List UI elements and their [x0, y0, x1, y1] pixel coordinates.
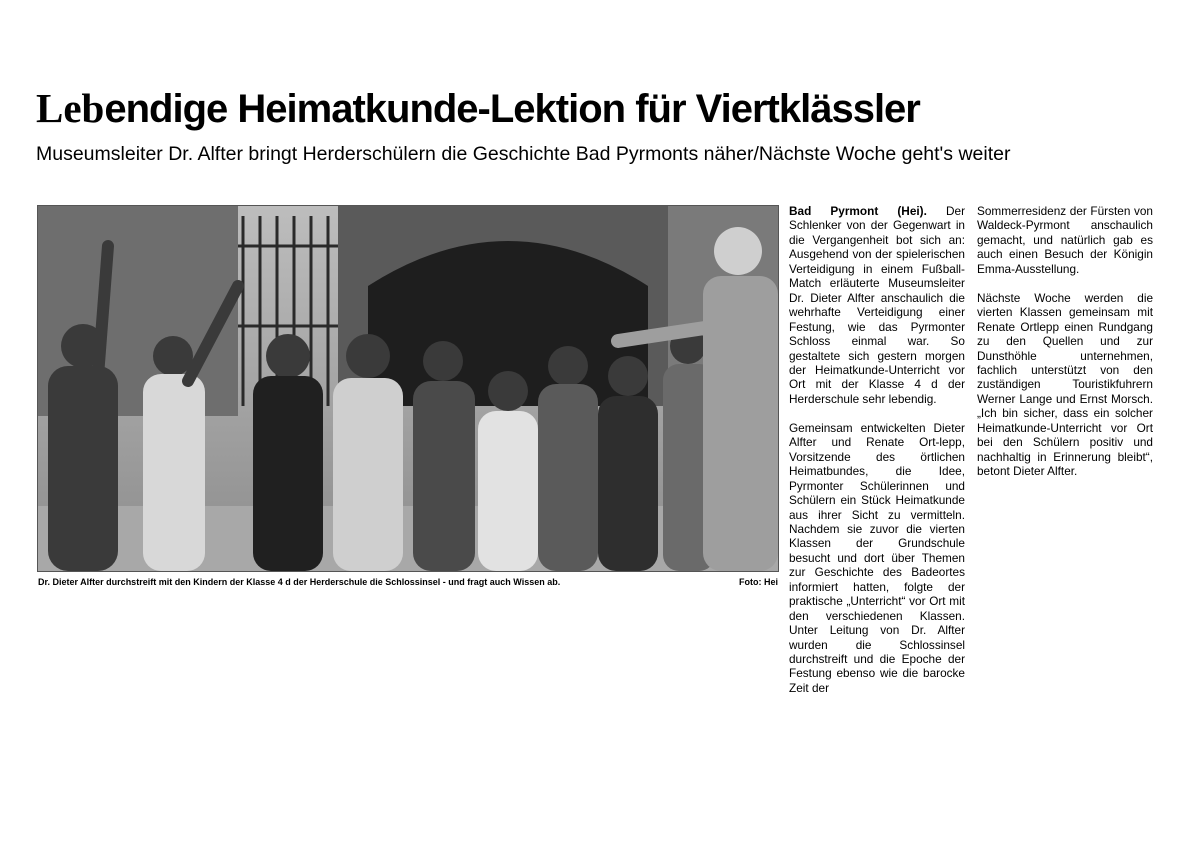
photo-caption-line	[38, 576, 778, 588]
headline-initial: Leb	[36, 85, 105, 131]
dateline: Bad Pyrmont (Hei).	[789, 204, 927, 218]
article-paragraph-2: Gemeinsam entwickelten Dieter Alfter und Renate Ort-lepp, Vorsitzende des örtlichen Heimatbundes, die Idee, Pyrmonter Schülerinnen und Schülern ein Stück Heimatkunde aus ihrer Sicht zu vermitteln. Nachdem sie zuvor die vierten Klassen der Grundschule besucht und dort über Themen zur Geschichte des Badeortes informiert hatten, folgte der praktische „Unterricht“ vor Ort mit den verschiedenen Klassen. Unter Leitung von Dr. Alfter wurden die Schlossinsel durchstreift und die Epoche der Festung ebenso wie die barocke Zeit der	[789, 420, 965, 695]
article-paragraph-3: Sommerresidenz der Fürsten von Waldeck-Pyrmont anschaulich gemacht, und natürlich gab es auch einen Besuch der Königin Emma-Ausstellung.	[977, 204, 1153, 276]
photo-caption: Dr. Dieter Alfter durchstreift mit den Kindern der Klasse 4 d der Herderschule die Schlossinsel - und fragt auch Wissen ab.	[38, 577, 561, 587]
photo-credit: Foto: Hei	[739, 577, 778, 587]
paragraph-1-text: Der Schlenker von der Gegenwart in die Vergangenheit bot sich an: Ausgehend von der spielerischen Verteidigung in einem Fußball-Match erläuterte Museumsleiter Dr. Dieter Alfter anschaulich die wehrhafte Verteidigung einer Festung, wie das Pyrmonter Schloss einmal war. So gestaltete sich gestern morgen der Heimatkunde-Unterricht vor Ort mit der Klasse 4 d der Herderschule sehr lebendig.	[789, 204, 965, 406]
article-photo	[37, 205, 779, 572]
article-paragraph-1	[789, 204, 965, 406]
subheadline: Museumsleiter Dr. Alfter bringt Herderschülern die Geschichte Bad Pyrmonts näher/Nächste Woche geht's weiter	[36, 143, 1011, 165]
article-paragraph-4: Nächste Woche werden die vierten Klassen gemeinsam mit Renate Ortlepp einen Rundgang zu den Quellen und zur Dunsthöhle unternehmen, fachlich unterstützt von den zuständigen Touristikfuhrern Werner Lange und Ernst Morsch. „Ich bin sicher, dass ein solcher Heimatkunde-Unterricht vor Ort bei den Schülern positiv und nachhaltig in Erinnerung bleibt“, betont Dieter Alfter.	[977, 290, 1153, 479]
headline-text: endige Heimatkunde-Lektion für Viertklässler	[104, 87, 920, 131]
headline	[36, 84, 920, 133]
article-column-1	[789, 204, 965, 695]
article-column-2	[977, 204, 1153, 479]
